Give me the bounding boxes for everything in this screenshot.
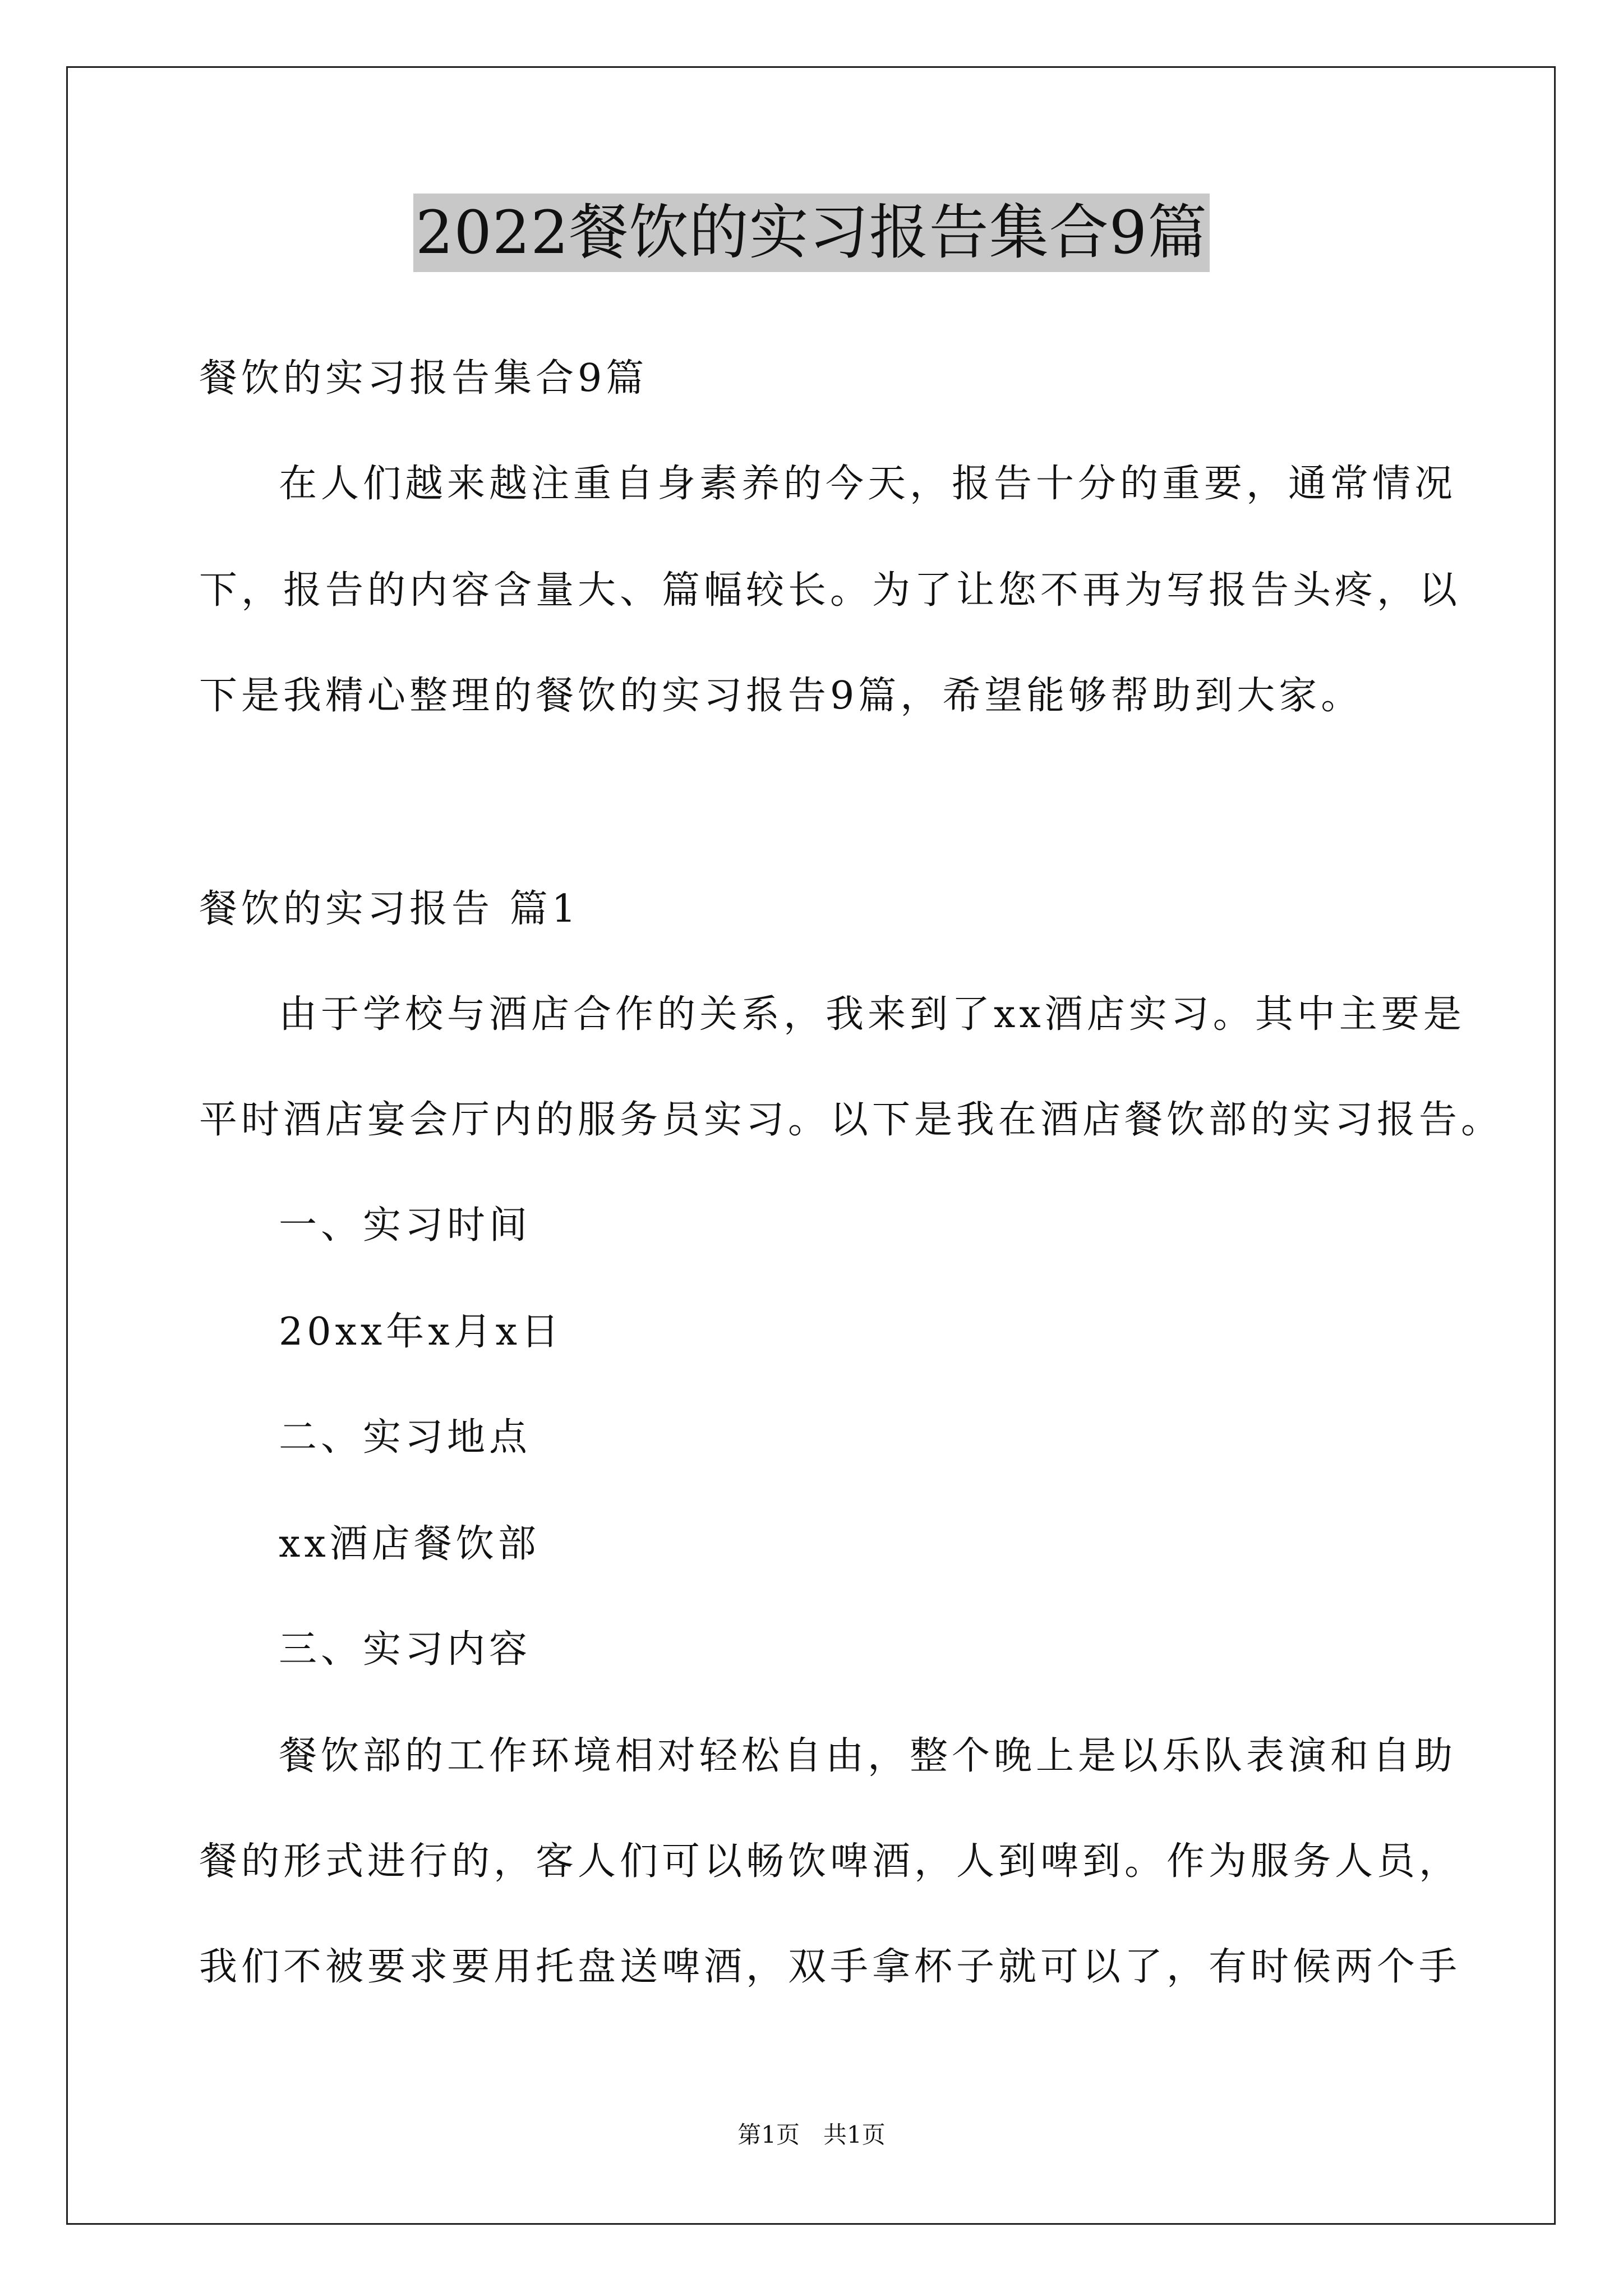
body-line-10: 我们不被要求要用托盘送啤酒，双手拿杯子就可以了，有时候两个手 [199,1945,1461,1989]
body-line-3: 一、实习时间 [279,1203,532,1248]
body-line-4: 20xx年x月x日 [279,1310,563,1354]
intro-line-1: 在人们越来越注重自身素养的今天，报告十分的重要，通常情况 [279,462,1457,506]
intro-line-3: 下是我精心整理的餐饮的实习报告9篇，希望能够帮助到大家。 [199,674,1363,718]
body-line-9: 餐的形式进行的，客人们可以畅饮啤酒，人到啤到。作为服务人员， [199,1839,1461,1884]
body-line-6: xx酒店餐饮部 [279,1522,540,1566]
body-line-2: 平时酒店宴会厅内的服务员实习。以下是我在酒店餐饮部的实习报告。 [199,1098,1504,1142]
body-line-5: 二、实习地点 [279,1415,532,1460]
intro-line-2: 下，报告的内容含量大、篇幅较长。为了让您不再为写报告头疼，以 [199,568,1461,613]
title-container [0,194,1623,272]
body-line-8: 餐饮部的工作环境相对轻松自由，整个晚上是以乐队表演和自助 [279,1734,1457,1778]
subtitle: 餐饮的实习报告集合9篇 [199,356,648,401]
page-footer: 第1页 共1页 [737,2121,886,2148]
section-heading: 餐饮的实习报告 篇1 [199,887,580,931]
body-line-7: 三、实习内容 [279,1627,532,1672]
body-line-1: 由于学校与酒店合作的关系，我来到了xx酒店实习。其中主要是 [279,992,1465,1037]
document-title: 2022餐饮的实习报告集合9篇 [413,194,1210,272]
